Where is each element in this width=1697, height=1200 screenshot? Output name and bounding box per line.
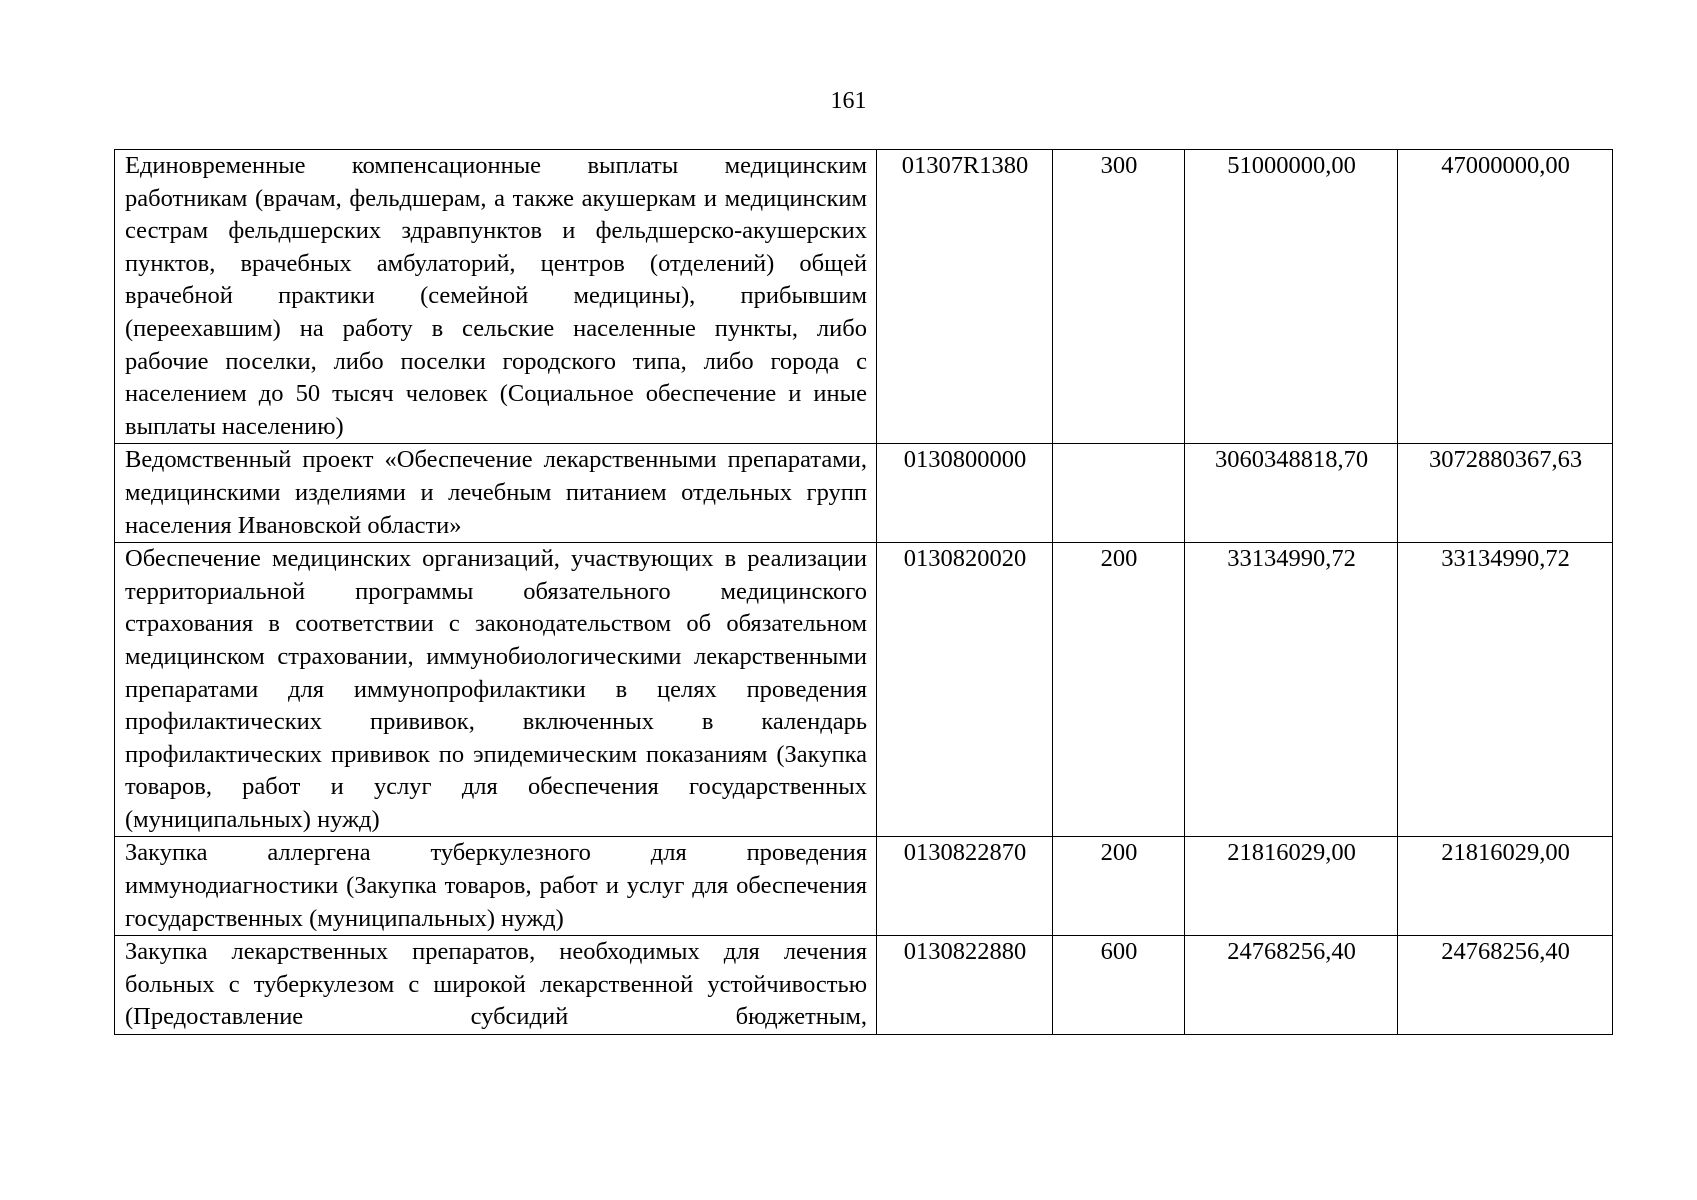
row-expense-type — [1053, 444, 1185, 543]
table-row — [115, 936, 1613, 1035]
row-expense-type: 600 — [1053, 936, 1185, 1035]
row-description: Ведомственный проект «Обеспечение лекарственными препаратами, медицинскими изделиями и лечебным питанием отдельных групп населения Ивановской области» — [115, 444, 877, 543]
row-amount-2: 3072880367,63 — [1398, 444, 1613, 543]
budget-table — [114, 149, 1613, 1035]
row-amount-1: 3060348818,70 — [1185, 444, 1398, 543]
row-amount-1: 51000000,00 — [1185, 150, 1398, 444]
row-code: 0130800000 — [877, 444, 1053, 543]
table-row — [115, 837, 1613, 936]
row-description: Обеспечение медицинских организаций, участвующих в реализации территориальной программы обязательного медицинского страхования в соответствии с законодательством об обязательном медицинском страховании, иммунобиологическими лекарственными препаратами для иммунопрофилактики в целях проведения профилактических прививок, включенных в календарь профилактических прививок по эпидемическим показаниям (Закупка товаров, работ и услуг для обеспечения государственных (муниципальных) нужд) — [115, 543, 877, 837]
row-code: 01307R1380 — [877, 150, 1053, 444]
row-amount-2: 33134990,72 — [1398, 543, 1613, 837]
table-row — [115, 150, 1613, 444]
row-description: Закупка лекарственных препаратов, необходимых для лечения больных с туберкулезом с широкой лекарственной устойчивостью (Предоставление субсидий бюджетным, — [115, 936, 877, 1035]
row-amount-1: 24768256,40 — [1185, 936, 1398, 1035]
row-amount-1: 33134990,72 — [1185, 543, 1398, 837]
row-description: Закупка аллергена туберкулезного для проведения иммунодиагностики (Закупка товаров, работ и услуг для обеспечения государственных (муниципальных) нужд) — [115, 837, 877, 936]
row-amount-2: 47000000,00 — [1398, 150, 1613, 444]
row-amount-2: 24768256,40 — [1398, 936, 1613, 1035]
table-row — [115, 444, 1613, 543]
row-description: Единовременные компенсационные выплаты медицинским работникам (врачам, фельдшерам, а также акушеркам и медицинским сестрам фельдшерских здравпунктов и фельдшерско-акушерских пунктов, врачебных амбулаторий, центров (отделений) общей врачебной практики (семейной медицины), прибывшим (переехавшим) на работу в сельские населенные пункты, либо рабочие поселки, либо поселки городского типа, либо города с населением до 50 тысяч человек (Социальное обеспечение и иные выплаты населению) — [115, 150, 877, 444]
row-amount-2: 21816029,00 — [1398, 837, 1613, 936]
page-number: 161 — [830, 88, 867, 114]
table-row — [115, 543, 1613, 837]
row-expense-type: 200 — [1053, 543, 1185, 837]
row-expense-type: 300 — [1053, 150, 1185, 444]
row-code: 0130822870 — [877, 837, 1053, 936]
row-code: 0130820020 — [877, 543, 1053, 837]
row-amount-1: 21816029,00 — [1185, 837, 1398, 936]
row-code: 0130822880 — [877, 936, 1053, 1035]
row-expense-type: 200 — [1053, 837, 1185, 936]
